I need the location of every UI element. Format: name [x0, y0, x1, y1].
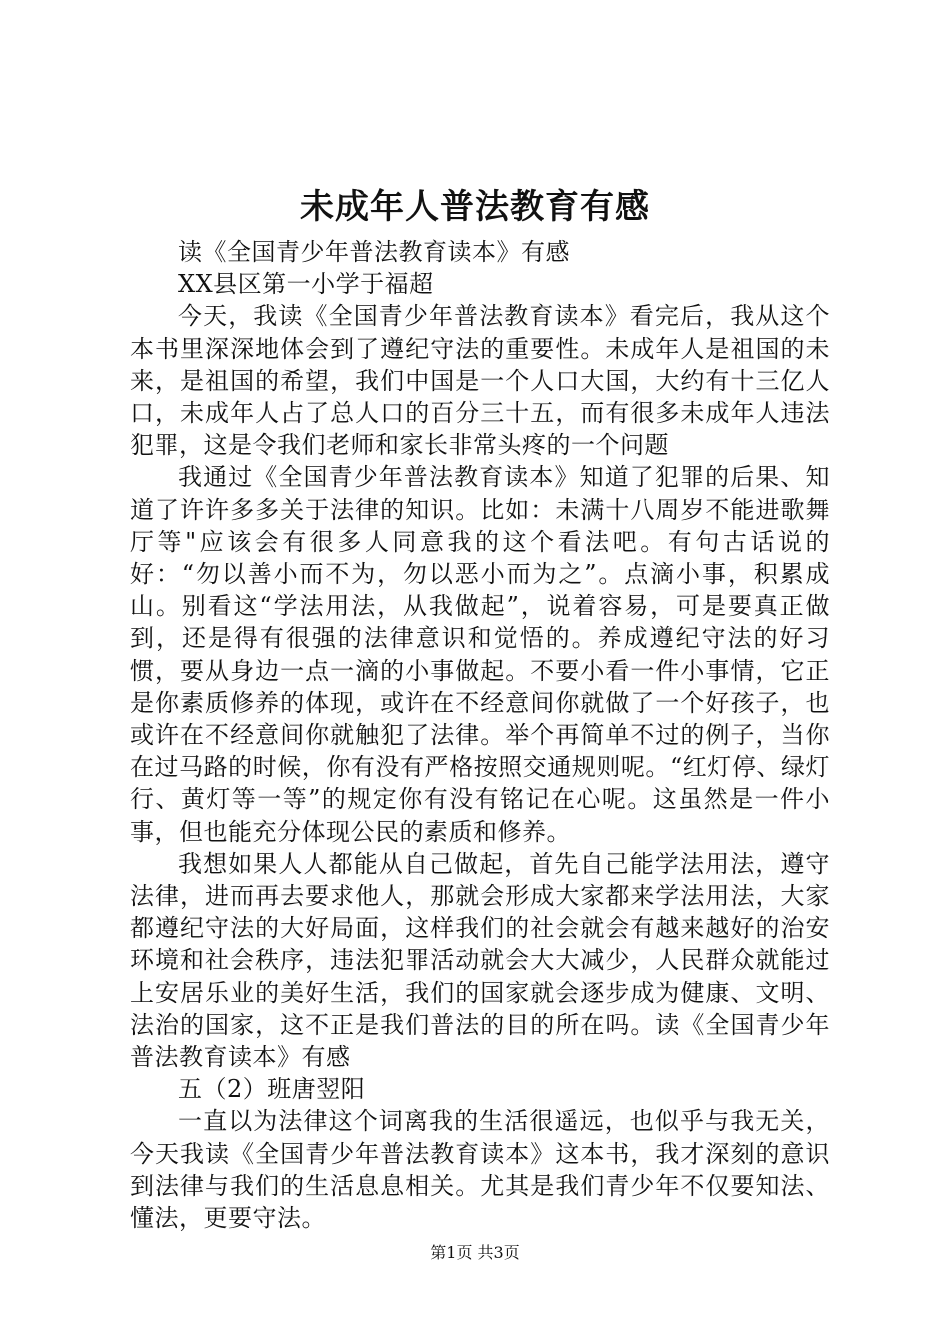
- body-paragraph: 我想如果人人都能从自己做起，首先自己能学法用法，遵守法律，进而再去要求他人，那就会形成大家都来学法用法，大家都遵纪守法的大好局面，这样我们的社会就会有越来越好的治安环境和社会秩序，违法犯罪活动就会大大减少，人民群众就能过上安居乐业的美好生活，我们的国家就会逐步成为健康、文明、法治的国家，这不正是我们普法的目的所在吗。读《全国青少年普法教育读本》有感: [130, 849, 830, 1072]
- body-paragraph: 一直以为法律这个词离我的生活很遥远，也似乎与我无关，今天我读《全国青少年普法教育读本》这本书，我才深刻的意识到法律与我们的生活息息相关。尤其是我们青少年不仅要知法、懂法，更要守法。: [130, 1107, 830, 1233]
- body-paragraph: 我通过《全国青少年普法教育读本》知道了犯罪的后果、知道了许许多多关于法律的知识。比如：未满十八周岁不能进歌舞厅等"应该会有很多人同意我的这个看法吧。有句古话说的好：“勿以善小而不为，勿以恶小而为之”。点滴小事，积累成山。别看这“学法用法，从我做起”，说着容易，可是要真正做到，还是得有很强的法律意识和觉悟的。养成遵纪守法的好习惯，要从身边一点一滴的小事做起。不要小看一件小事情，它正是你素质修养的体现，或许在不经意间你就做了一个好孩子，也或许在不经意间你就触犯了法律。举个再简单不过的例子，当你在过马路的时候，你有没有严格按照交通规则呢。“红灯停、绿灯行、黄灯等一等”的规定你有没有铭记在心呢。这虽然是一件小事，但也能充分体现公民的素质和修养。: [130, 463, 830, 846]
- page-footer: 第1页 共3页: [430, 1243, 520, 1262]
- author-line-2: 五（2）班唐翌阳: [178, 1075, 366, 1104]
- document-body: [130, 236, 830, 1234]
- document-title: 未成年人普法教育有感: [300, 187, 650, 227]
- essay-heading-1: 读《全国青少年普法教育读本》有感: [178, 238, 570, 266]
- author-line-1: XX县区第一小学于福超: [178, 270, 434, 299]
- body-paragraph: 今天，我读《全国青少年普法教育读本》看完后，我从这个本书里深深地体会到了遵纪守法的重要性。未成年人是祖国的未来，是祖国的希望，我们中国是一个人口大国，大约有十三亿人口，未成年人占了总人口的百分三十五，而有很多未成年人违法犯罪，这是令我们老师和家长非常头疼的一个问题: [130, 302, 830, 460]
